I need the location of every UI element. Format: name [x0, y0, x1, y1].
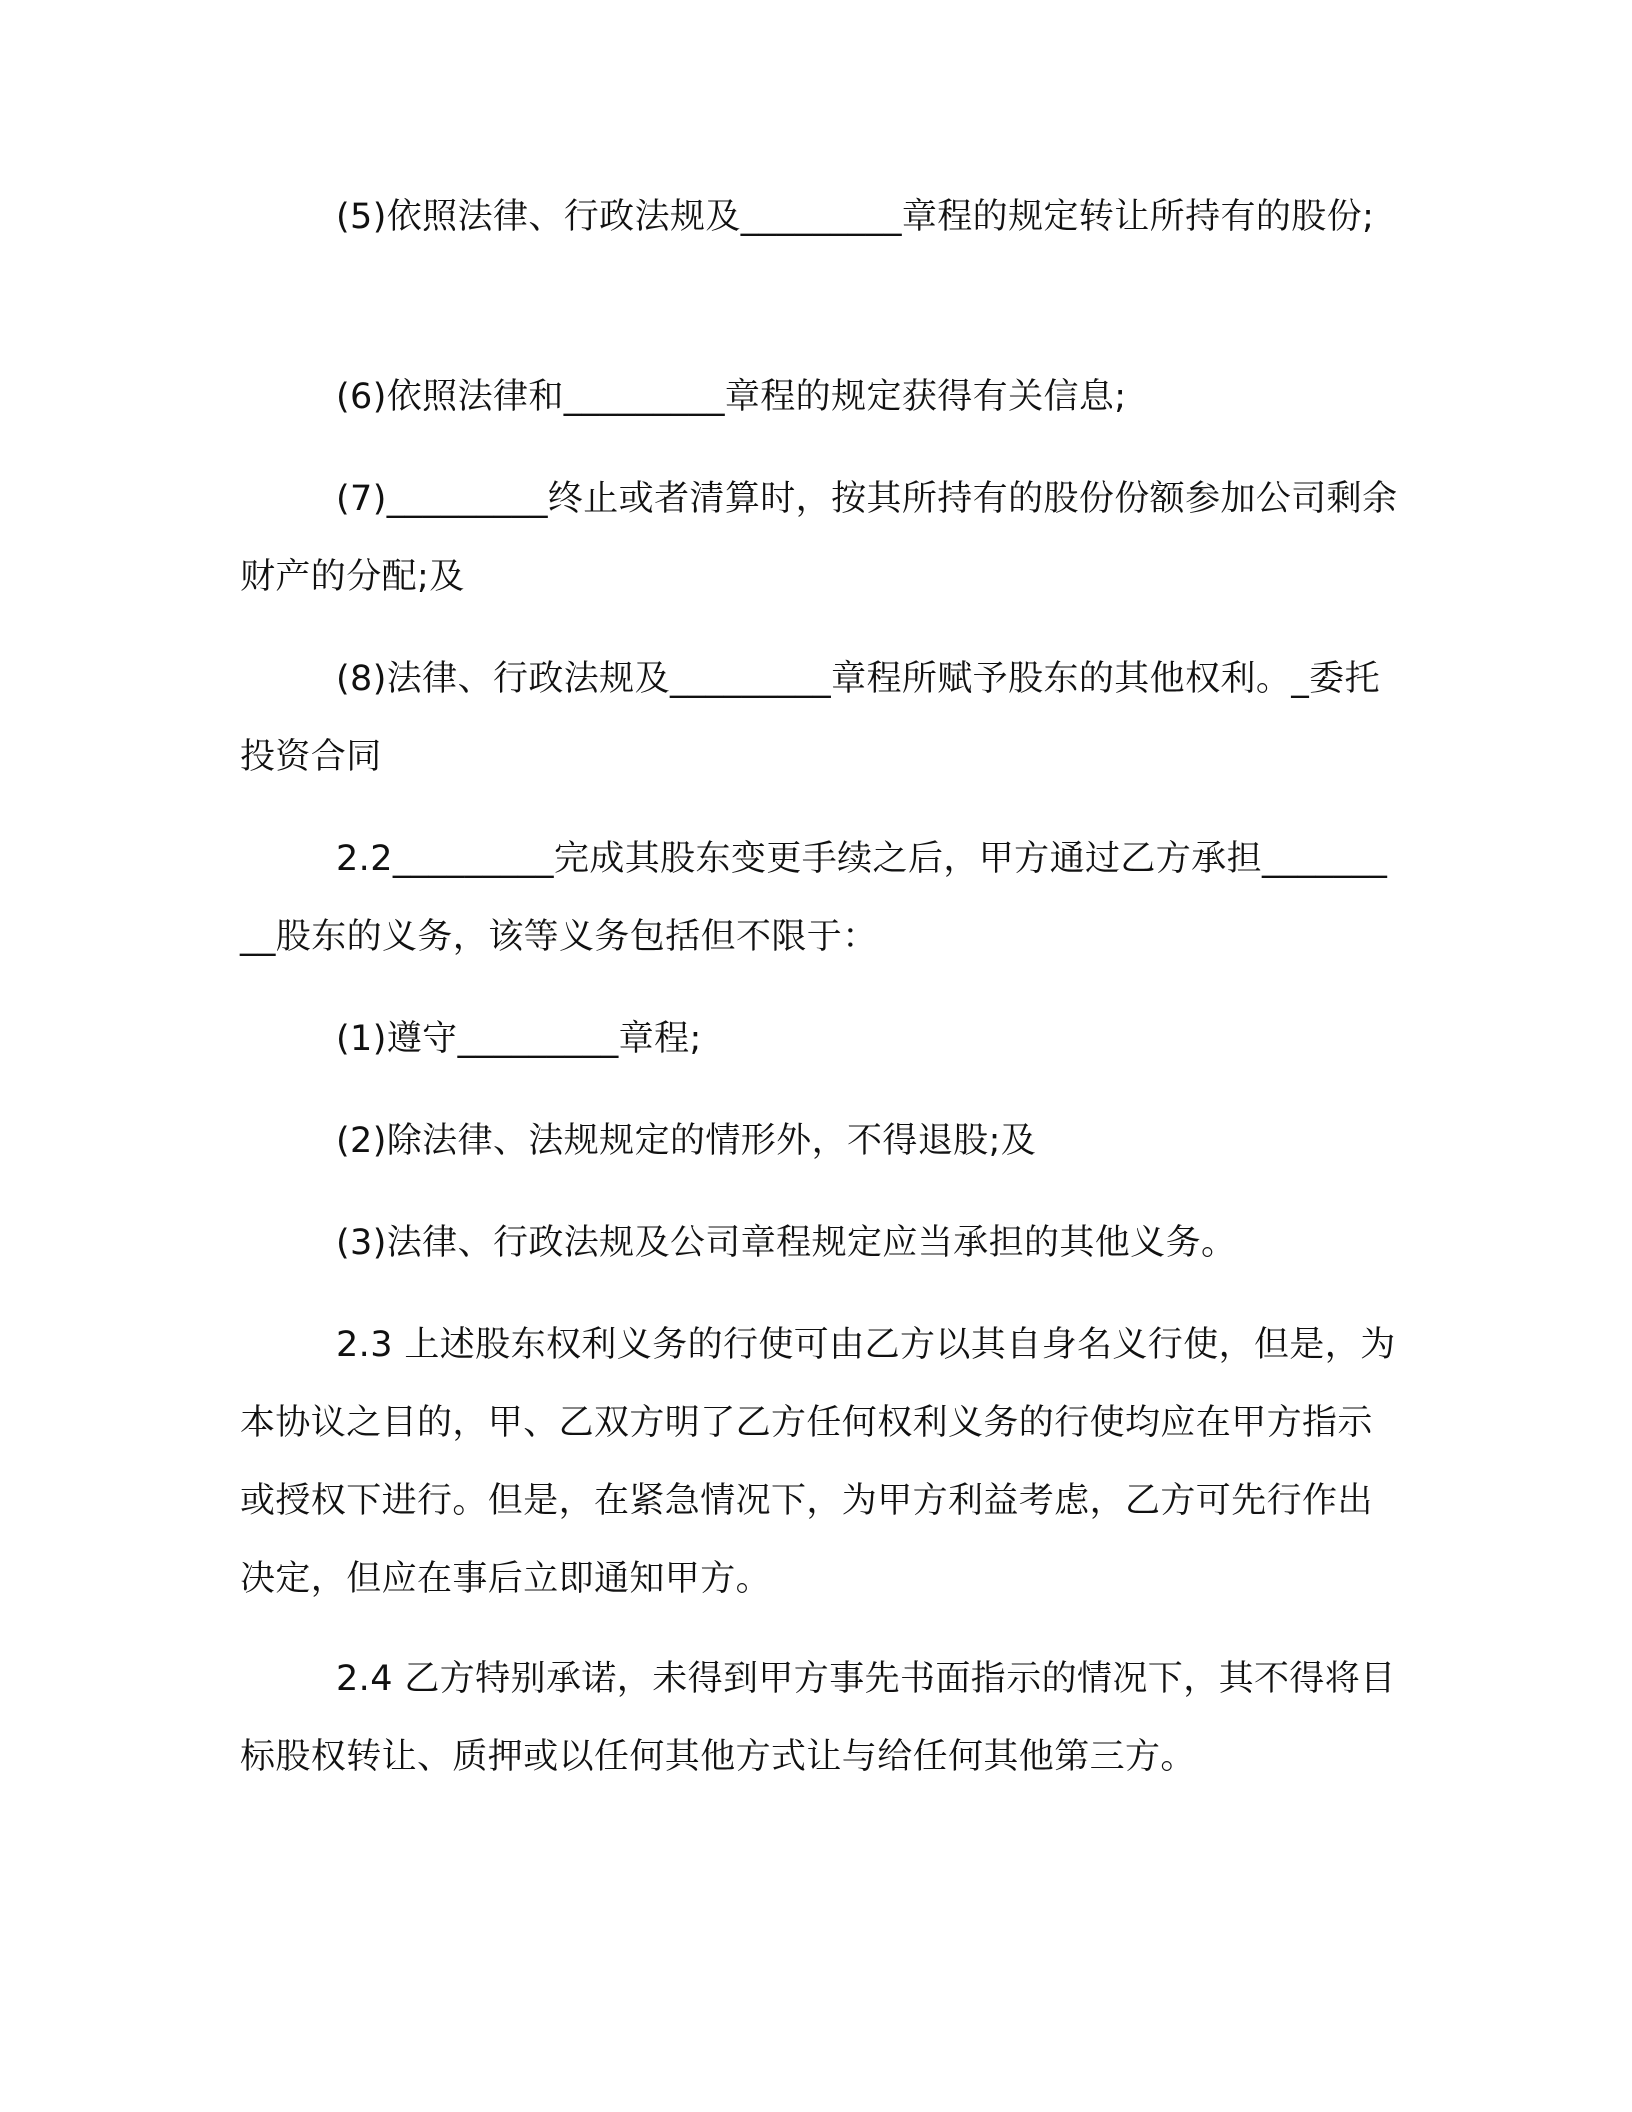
paragraph-duty-3: (3)法律、行政法规及公司章程规定应当承担的其他义务。	[336, 1223, 1237, 1263]
paragraph-duty-2: (2)除法律、法规规定的情形外，不得退股;及	[336, 1121, 1037, 1161]
paragraph-clause-2-3: 2.3 上述股东权利义务的行使可由乙方以其自身名义行使，但是，为本协议之目的，甲、乙双方明了乙方任何权利义务的行使均应在甲方指示或授权下进行。但是，在紧急情况下，为甲方利益考虑，乙方可先行作出决定，但应在事后立即通知甲方。	[240, 1325, 1396, 1599]
paragraph-rights-6: (6)依照法律和_________章程的规定获得有关信息;	[336, 377, 1127, 417]
paragraph-clause-2-2: 2.2_________完成其股东变更手续之后，甲方通过乙方承担_________股东的义务，该等义务包括但不限于：	[240, 839, 1388, 957]
paragraph-duty-1: (1)遵守_________章程;	[336, 1019, 702, 1059]
paragraph-rights-8: (8)法律、行政法规及_________章程所赋予股东的其他权利。_委托投资合同	[240, 659, 1380, 777]
paragraph-rights-7: (7)_________终止或者清算时，按其所持有的股份份额参加公司剩余财产的分配;及	[240, 479, 1398, 597]
paragraph-rights-5: (5)依照法律、行政法规及_________章程的规定转让所持有的股份;	[336, 197, 1375, 237]
paragraph-clause-2-4: 2.4 乙方特别承诺，未得到甲方事先书面指示的情况下，其不得将目标股权转让、质押或以任何其他方式让与给任何其他第三方。	[240, 1659, 1396, 1777]
